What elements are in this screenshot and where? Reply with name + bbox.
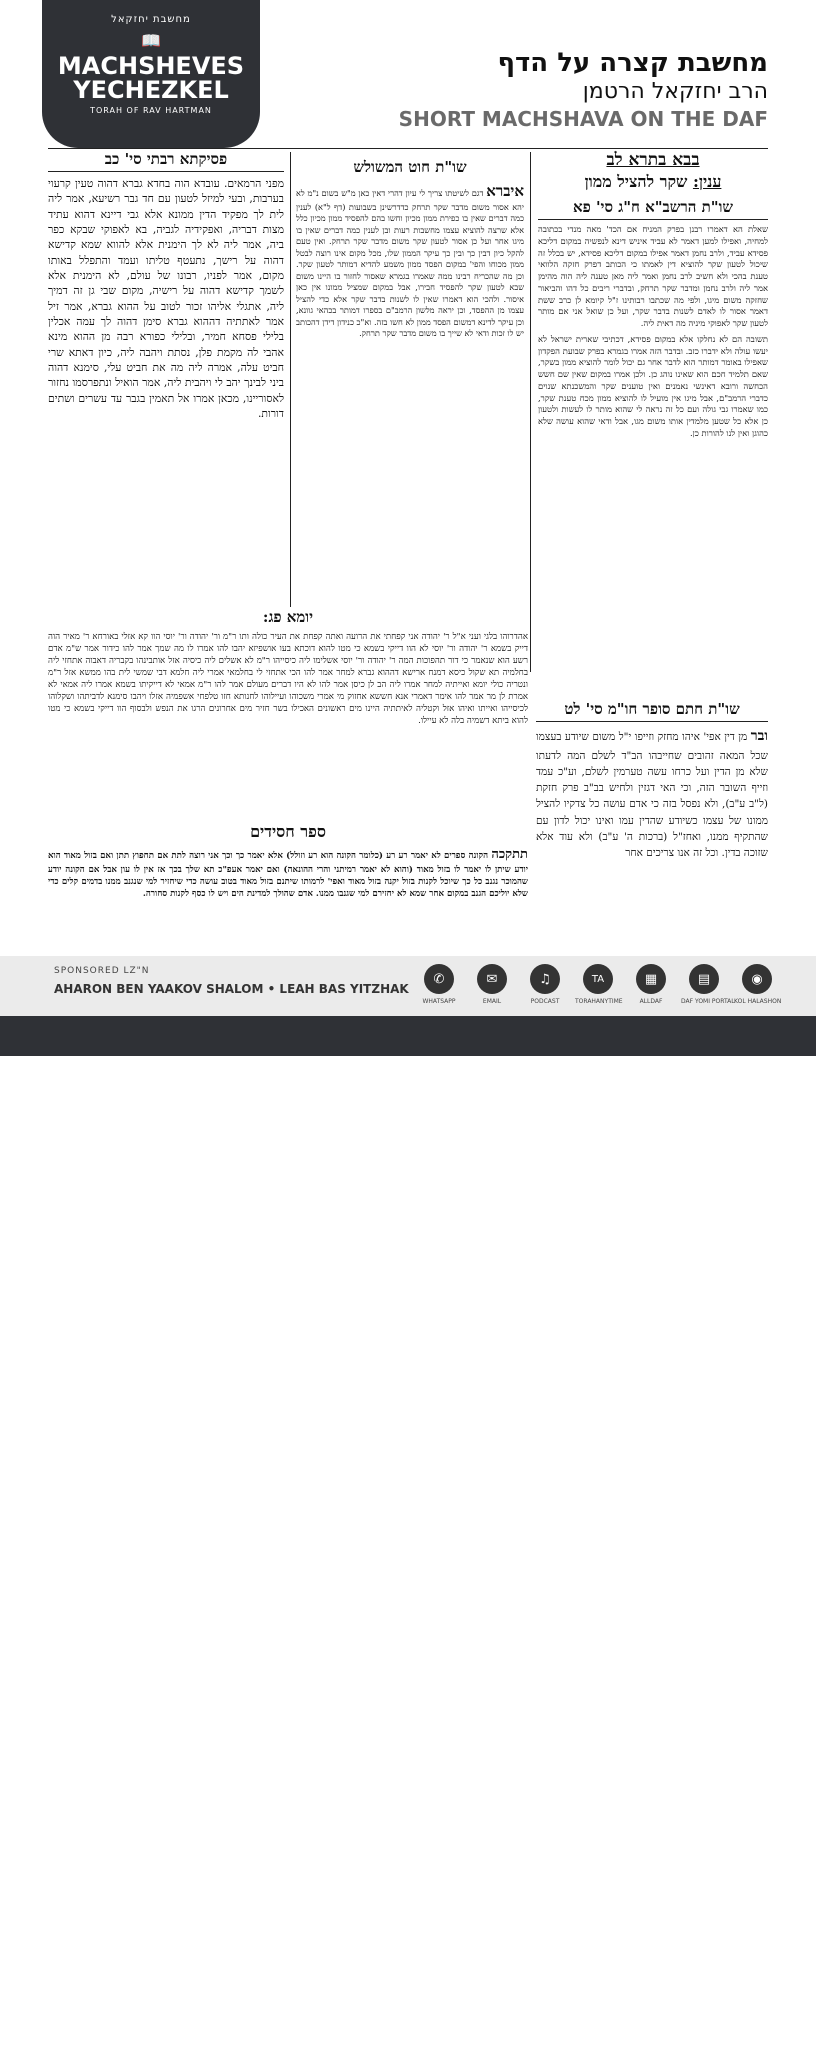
us-phone[interactable]: 6463522597	[463, 2045, 537, 2059]
chasam-sofer-title: שו"ת חתם סופר חו"מ סי' לט	[536, 700, 768, 722]
chut-text: דגם לשיטתו צריך לי עיון דהרי דאין כאן מ"ש בשום נ"מ לא יהא אסור משום מדבר שקר תרחק כדדרשינן בשבועות (דף ל"א) לענין כמה דברים שאין בו כפירת ממון מכיון וחשו בהם להפסיד ממון מכיון כלל אלא שרצה להוציא עצמו מחשבות רעות ובן לענין כמה דברים שאין בו מיגו אחר ועל כן אסור לטעון שקר משום מדבר שקר תרחק. ואין טעם להקל כיון דבין כך ובין כך עיקר הממון שלו, מכל מקום אינו רוצה לבטל ממון מכוחו והפי' במקום הפסד ממון משמע להדיא דמותר לטעון שקר. וכן מה שהכריח רבינו ממה שאמרו בגמרא שאסור לחזור בו היינו משום שבא לטעון שקר להפסיד חבירו, אבל במקום שמציל ממונו אין כאן איסור. ולהכי הוא דאמרו שאין לו לשנות בדבר שקר אלא כדי להציל עצמו מן ההפסד, וכן יראה מלשון הרמב"ם בספרו דמותר בכהאי גוונא, וכן עיקר לדינא דמשום הפסד ממון לא חשו בזה. וא"כ כנידון דידן דהכותב יש לו זכות ודאי לא שייך בו משום מדבר שקר תרחק.	[296, 188, 524, 339]
topic-label: ענין:	[692, 172, 722, 191]
contact-bar	[0, 1016, 816, 2060]
kol-halashon-icon[interactable]: ◉ KOL HALASHON	[734, 964, 780, 1005]
separator: •	[439, 2045, 451, 2059]
sponsored-label: SPONSORED LZ"N	[54, 966, 150, 976]
icon-label: KOL HALASHON	[734, 998, 782, 1005]
middle-column	[296, 158, 524, 678]
chasam-sofer-text: מן דין אפי' איהו מחזק וזייפו י"ל משום שיודע בעצמו שכל המאה זהובים שחייבהו הב"ד לשלם המה לדעתו שלא מן הדין ועל כרחו עשה טערמין לשלם, וע"כ עמד וזייף השובר הזה, וכי האי דגזין ולחיש בב"ב פרק חזקת (ל"ב ע"ב), ולא נפסל בזה כי אדם עושה כל צדקיו להציל ממונו של עצמו כשיודע שהדין עמו ואינו יכול לדון עם שהתקיף ממנו, ואחז"ל (ברכות ה' ע"ב) ולא עוד אלא שזוכה בדין. וכל זה אנו צריכים אחר	[536, 731, 768, 860]
daf-yomi-portal-icon[interactable]: ▤ DAF YOMI PORTAL	[681, 964, 727, 1005]
logo-line2: YECHEZKEL	[73, 76, 229, 104]
pesikta-body: מפני הרמאים. עובדא הוה בחדא גברא דהוה טעין קרעוי בערבות, ובעי למיזל לטעון עם חד גבר רשיעא, אמר ליה לית לך מפקיד הדין ממונא אלא גבי דיינא דהוא עתיד מצות דבריה, ואפקידיה לגביה, בא לאפוקי שבקא כפר ביה, אמר ליה לא לך הימנית אלא להווא שמא קדישא דהוה על רישך, נתעטף טליתו ועמד והתפלל באותו מקום, אמר לפניו, רבונו של עולם, לא הימנית אלא לשמך קדישא דהוה על רישיה, מקום שבי גן זה דמיך ליה, אתגלי אליהו זכור לטוב על ההוא גברא, אמר זיל אמר לאתתיה דההוא גברא סימן דהוה לך עמה אכלין בלילי פסחא חמיר, ובלילי כפורא רבה מן ההוא מינא אהבי לה מקמת פלן, נסתת ויהבה ליה, כיון דאתא שרי חביט עלה, אמרה ליה מה את חביט עלי, סימנא דהוה ביני לבינך יהב לי ויהבית ליה, אמר הואיל ונתפרסמו נחזור לאסוריינו, מכאן אמרו אל תאמין בגבר עד עשרים ושתים דורות.	[48, 177, 284, 420]
left-column	[48, 150, 284, 605]
header-title-en: SHORT MACHSHAVA ON THE DAF	[398, 107, 768, 131]
chasam-sofer-body	[536, 726, 768, 862]
whatsapp-icon[interactable]: ✆ WHATSAPP	[416, 964, 462, 1005]
yoma-title: יומא פג:	[262, 608, 314, 626]
rashba-question: שאלת הא דאמרו רבנן בפרק המניח אם הכד' מאה מנדי בכתובה למחיה, ואפילו למען דאמר לא עביד איניש דינא לנפשיה במקום דליכא פסידא עביד, ולרב נחמן דאמר אפילו במקום דליכא פסידא, יש בכלל זה שיכול לטעון שקר להוציא דין לאמתו כי הכותב דפרק חזקה הלוואי טענת בהכי ולא חשיב לרב נחמן ואמר ליה מאן טענה ליה הוה מהימן אמר ליה ולרב נחמן ומדבר שקר תרחק, ובדברי ריבים כל דהו והביאור שחזקה משום מיגו, ולפי מה שכתבו רבותינו ז"ל קיומא לן כרב ששת דאמר אסור לו לאדם לשנות בדבר שקר, ועל כן שואל אני אם מותר לטעון שקר לאפוקי מיניה מה דאית ליה.	[538, 224, 768, 329]
israel-phone-number[interactable]: 073-371-8181	[586, 2042, 704, 2060]
icon-label: WHATSAPP	[422, 998, 456, 1005]
sponsor-names: AHARON BEN YAAKOV SHALOM • LEAH BAS YITZHAK	[54, 982, 409, 996]
masechta-title: בבא בתרא לב	[606, 150, 700, 170]
topic-text: שקר להציל ממון	[584, 172, 688, 191]
sefer-chasidim-section	[48, 822, 528, 950]
sefer-chasidim-text: הקונה ספרים לא יאמר רע רע (כלומר הקונה הוא רע וזולל) אלא יאמר כך וכך אני רוצה לתת אם תחפוץ תתן ואם בזול מאוד הוא יודע שיתן לו יאמר לו בזול מאוד (והוא לא יאמר רמיתני והרי ההונאה) ואם יאמר אעפ"כ תא שלך בכך אז אין לו עון אבל אם הקונה יודע שהמוכר נגנב כל כך שיוכל לקנות בזול יקנה בזול מאוד ואפי' לרמותו שיתנם בזול מאוד בטוב עושה כדי שיחזיר למי שנגנב ממנו בדמים קלים כדי שלא יוליכם הגנב במקום אחר שמא לא יחזירם למי שגנבו ממנו. אדם שהולך למדינת הים ויש לו כסף לקנות סחורה.	[48, 851, 528, 900]
chasam-sofer-section	[536, 700, 768, 950]
book-icon: 📖	[141, 31, 161, 50]
alldaf-icon[interactable]: ▦ ALLDAF	[628, 964, 674, 1005]
israel-phone-label: מספר ישיר:	[722, 2045, 786, 2060]
rashba-title: שו"ת הרשב"א ח"ג סי' פא	[538, 198, 768, 220]
page-header	[288, 48, 768, 132]
icon-label: EMAIL	[482, 998, 502, 1005]
separator: •	[235, 2045, 247, 2059]
logo	[42, 0, 260, 148]
rashba-answer: תשובה הם לא נחלקו אלא במקום פסידא, דכתיבי שארית ישראל לא יעשו עולה ולא ידברו כזב. ובדבר הזה אמרו בגמרא בפרק שבועת הפקדון שאפילו באומר דמותר הוא לדבר אחר גם יכול לומר להוציא ממון בשקר, שאם תלמיד חכם הוא שאינו נוהג כן. ולכן אמרו במקום שאין שם חשש הכחשה ורובא דאינשי נאמנים ואין טוענים שקר והמשכנתא שנוים כדברי הרמב"ם, אבל מיגו אין מועיל לו להוציא ממון מכח טענת שקר, כמו שאמרו גבי גולה ועם כל זה נראה לי שהוא מותר לו לעשות ולטעון כן אלא כל שטען מלמדין אותו משום מגו, אבל ודאי שהוא עושה שלא כהוגן ואין לנו להורות כן.	[538, 333, 768, 439]
logo-hebrew: מחשבת יחזקאל	[111, 14, 191, 25]
chut-title: שו"ת חוט המשולש	[353, 158, 467, 176]
icon-label: PODCAST	[530, 998, 560, 1005]
icon-label: DAF YOMI PORTAL	[681, 998, 735, 1005]
email-icon[interactable]: ✉ EMAIL	[469, 964, 515, 1005]
pesikta-title: פסיקתא רבתי סי' כב	[48, 150, 284, 172]
topic-line	[538, 172, 768, 192]
contact-links	[54, 2045, 537, 2059]
sefer-chasidim-title: ספר חסידים	[250, 822, 326, 841]
sefer-chasidim-body	[48, 846, 528, 900]
phone-icon: ✆	[450, 2045, 464, 2059]
israel-phone	[586, 2042, 786, 2060]
yoma-section	[48, 608, 528, 820]
chasam-sofer-lead: ובר	[750, 728, 768, 744]
social-icons	[416, 964, 780, 1005]
header-divider	[48, 148, 768, 149]
chut-body	[296, 181, 524, 340]
icon-label: ALLDAF	[639, 998, 663, 1005]
phone-icon: ✆	[703, 2045, 719, 2060]
header-title-he: מחשבת קצרה על הדף	[497, 48, 768, 78]
column-divider-right	[530, 152, 531, 672]
icon-label: TORAHANYTIME	[575, 998, 623, 1005]
yoma-body: אהדרוהו בלגי ועני א"ל ר' יהודה אני קפחתי את הרועה ואתה קפחת את העיר כולה ותו ר"מ ור' יהודה ור' יוסי הוו קא אזלי באורחא ר' מאיר הוה דייק בשמא ר' יהודה ור' יוסי לא הוו דייקי בשמא כי מטו להוא דוכתא בעו אושפיזא יהבו להו אמרו לו מה שמך אמר להו כידור אמר ש"מ אדם רשע הוא שנאמר כי דור תהפוכות המה ר' יהודה ור' יוסי אשלימו ליה כיסייהו ר"מ לא אשלים ליה כיסיה אזל אותבינהו בקבריה דאבוה אתחזי ליה בחלמיה תא שקול כיסא דמנח ארישא דההוא גברא למחר אמר להו הכי אתחזי לי בחלמאי אמרי ליה חלמא דבי שמשי לית בהו ממשא אזל ר"מ ונטריה כולי יומא ואייתיה למחר אמרו ליה הב לן כיסן אמר להו לא היו דברים מעולם אמר להו ר"מ אמאי לא דייקיתו בשמא אמרו ליה אמאי לא אמרת לן מר אמר להו אימר דאמרי אנא חששא אחזוק מי אמרי משכוהו ועיילוהו לחנותא חזו טלפחי אשפמיה אזלו ויהבו סימנא לדביתהו ושקלוהו לכיסייהו ואייתו ואיהו אזל וקטליה לאיתתיה היינו מים ראשונים האכילו בשר חזיר מים אחרונים הרגו את הנפש ולבסוף הוו דייקי בשמא כי מטו להוא ביתא דשמיה בלה לא עיילו.	[48, 632, 528, 727]
header-author-he: הרב יחזקאל הרטמן	[582, 79, 768, 104]
email-link[interactable]: SHORTMACHSHAVA@GMAIL.COM	[246, 2045, 437, 2059]
right-column	[538, 150, 768, 672]
chut-lead: איברא	[486, 182, 524, 200]
sefer-chasidim-lead: תתקכה	[491, 847, 528, 862]
podcast-icon[interactable]: ♫ PODCAST	[522, 964, 568, 1005]
torahanytime-icon[interactable]: TA TORAHANYTIME	[575, 964, 621, 1005]
logo-line1: MACHSHEVES	[57, 52, 245, 80]
column-divider-left	[290, 152, 291, 607]
website-link[interactable]: MACHSHEVESYECHEZKEL.COM	[54, 2045, 232, 2059]
logo-tagline: TORAH OF RAV HARTMAN	[90, 106, 212, 115]
